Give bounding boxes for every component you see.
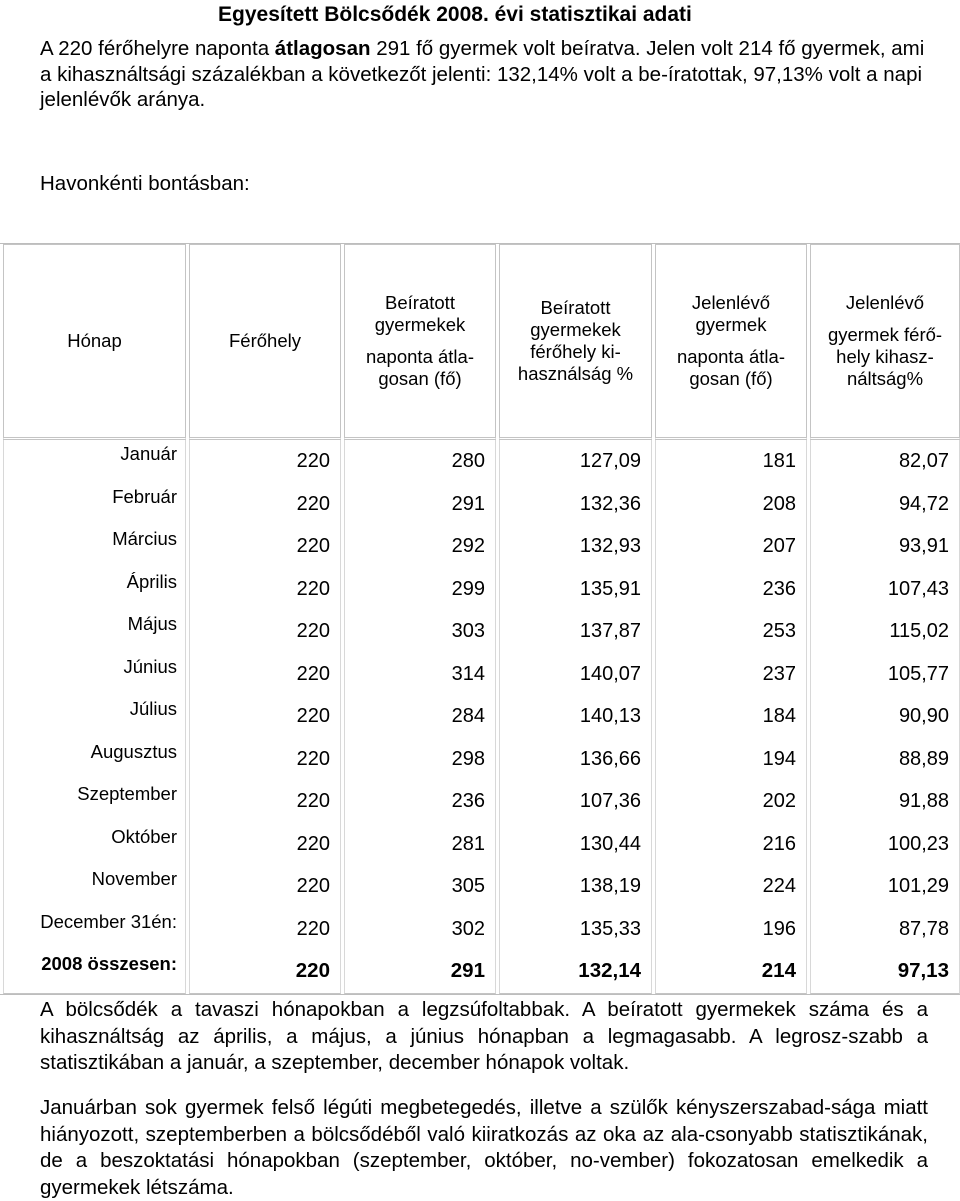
cell-month: Január (3, 440, 186, 483)
cell-present-pct: 115,02 (810, 610, 960, 653)
header-enrolled-line2: naponta átla-gosan (fő) (365, 346, 474, 389)
cell-enrolled: 281 (344, 823, 496, 866)
summary-paragraph: A bölcsődék a tavaszi hónapokban a legzsúfoltabbak. A beíratott gyermekek száma és a kihasználtság az április, a május, a június hónapban a legmagasabb. A legrosz-szabb a statisztikában a január, a szeptember, december hónapok voltak. (40, 998, 928, 1074)
cell-capacity: 220 (189, 440, 341, 483)
cell-enrolled: 291 (344, 483, 496, 526)
table-row (3, 610, 960, 653)
cell-month: Október (3, 823, 186, 866)
cell-month: Április (3, 568, 186, 611)
header-present-pct-line2: gyermek férő-hely kihasz-náltság% (827, 324, 943, 389)
header-enrolled-line1: Beíratott gyermekek (374, 292, 466, 335)
cell-present-pct: 88,89 (810, 738, 960, 781)
cell-enrolled: 302 (344, 908, 496, 951)
cell-enrolled-pct: 138,19 (499, 865, 652, 908)
cell-present-pct: 91,88 (810, 780, 960, 823)
cell-present: 207 (655, 525, 807, 568)
cell-capacity: 220 (189, 950, 341, 994)
cell-enrolled-pct: 135,91 (499, 568, 652, 611)
cell-month: Június (3, 653, 186, 696)
table-row (3, 653, 960, 696)
intro-paragraph (40, 36, 940, 113)
table-row (3, 483, 960, 526)
cell-present-pct: 100,23 (810, 823, 960, 866)
cell-enrolled: 299 (344, 568, 496, 611)
cell-enrolled: 291 (344, 950, 496, 994)
table-row (3, 950, 960, 994)
header-present (655, 244, 807, 440)
header-present-pct (810, 244, 960, 440)
cell-present-pct: 107,43 (810, 568, 960, 611)
cell-present: 184 (655, 695, 807, 738)
monthly-statistics-table (0, 244, 960, 994)
cell-enrolled-pct: 132,93 (499, 525, 652, 568)
table-row (3, 525, 960, 568)
table-row (3, 695, 960, 738)
cell-present: 196 (655, 908, 807, 951)
cell-present-pct: 87,78 (810, 908, 960, 951)
cell-present: 202 (655, 780, 807, 823)
cell-month: November (3, 865, 186, 908)
cell-enrolled: 305 (344, 865, 496, 908)
table-row (3, 440, 960, 483)
cell-enrolled-pct: 140,13 (499, 695, 652, 738)
cell-capacity: 220 (189, 823, 341, 866)
cell-month: Február (3, 483, 186, 526)
cell-capacity: 220 (189, 865, 341, 908)
cell-present-pct: 101,29 (810, 865, 960, 908)
cell-enrolled: 314 (344, 653, 496, 696)
cell-enrolled: 298 (344, 738, 496, 781)
cell-enrolled-pct: 137,87 (499, 610, 652, 653)
cell-present: 224 (655, 865, 807, 908)
cell-capacity: 220 (189, 780, 341, 823)
cell-present-pct: 90,90 (810, 695, 960, 738)
cell-present-pct: 97,13 (810, 950, 960, 994)
cell-month: 2008 összesen: (3, 950, 186, 994)
cell-enrolled: 284 (344, 695, 496, 738)
cell-capacity: 220 (189, 908, 341, 951)
cell-capacity: 220 (189, 525, 341, 568)
cell-present: 253 (655, 610, 807, 653)
header-enrolled (344, 244, 496, 440)
cell-present: 216 (655, 823, 807, 866)
intro-text-start: A 220 férőhelyre naponta (40, 37, 275, 60)
cell-enrolled: 280 (344, 440, 496, 483)
cell-capacity: 220 (189, 568, 341, 611)
cell-capacity: 220 (189, 738, 341, 781)
cell-present-pct: 94,72 (810, 483, 960, 526)
cell-present-pct: 93,91 (810, 525, 960, 568)
cell-enrolled-pct: 130,44 (499, 823, 652, 866)
cell-enrolled-pct: 127,09 (499, 440, 652, 483)
table-row (3, 865, 960, 908)
cell-enrolled-pct: 136,66 (499, 738, 652, 781)
cell-enrolled-pct: 107,36 (499, 780, 652, 823)
cell-month: December 31én: (3, 908, 186, 951)
cell-month: Május (3, 610, 186, 653)
cell-present: 236 (655, 568, 807, 611)
cell-present: 194 (655, 738, 807, 781)
header-capacity-label: Férőhely (229, 330, 301, 351)
cell-present: 237 (655, 653, 807, 696)
cell-enrolled: 292 (344, 525, 496, 568)
monthly-breakdown-heading: Havonkénti bontásban: (40, 172, 250, 195)
cell-enrolled-pct: 140,07 (499, 653, 652, 696)
explanation-paragraph: Januárban sok gyermek felső légúti megbetegedés, illetve a szülők kényszerszabad-sága miatt hiányozott, szeptemberben a bölcsődéből való kiiratkozás az oka az ala-csonyabb statisztikának, de a beszoktatási hónapokban (szeptember, október, no-vember) fokozatosan emelkedik a gyermekek létszáma. (40, 1096, 928, 1199)
cell-month: Március (3, 525, 186, 568)
header-capacity (189, 244, 341, 440)
cell-capacity: 220 (189, 653, 341, 696)
table-row (3, 908, 960, 951)
header-present-line2: naponta átla-gosan (fő) (676, 346, 785, 389)
cell-enrolled-pct: 132,14 (499, 950, 652, 994)
header-month-label: Hónap (67, 330, 122, 351)
cell-present: 214 (655, 950, 807, 994)
header-present-line1: Jelenlévő gyermek (691, 292, 771, 335)
table-row (3, 780, 960, 823)
header-present-pct-line1: Jelenlévő (845, 292, 925, 313)
cell-capacity: 220 (189, 483, 341, 526)
cell-present-pct: 105,77 (810, 653, 960, 696)
intro-bold-word: átlagosan (274, 37, 371, 60)
header-enrolled-pct-label: Beíratott gyermekek férőhely ki-használság % (517, 297, 634, 384)
header-month (3, 244, 186, 440)
cell-month: Szeptember (3, 780, 186, 823)
table-header-row (3, 244, 960, 440)
cell-enrolled-pct: 132,36 (499, 483, 652, 526)
intro-text-end: 291 fő gyermek volt beíratva. Jelen volt 214 fő gyermek, ami a kihasználtsági százalékban a következőt jelenti: 132,14% volt a be-íratottak, 97,13% volt a napi jelenlévők aránya. (40, 37, 925, 111)
cell-present: 208 (655, 483, 807, 526)
cell-enrolled: 236 (344, 780, 496, 823)
header-enrolled-pct (499, 244, 652, 440)
cell-present: 181 (655, 440, 807, 483)
statistics-table-container (0, 244, 960, 983)
table-row (3, 568, 960, 611)
page-title: Egyesített Bölcsődék 2008. évi statisztikai adati (218, 3, 692, 26)
cell-enrolled-pct: 135,33 (499, 908, 652, 951)
table-body (3, 440, 960, 994)
cell-month: Augusztus (3, 738, 186, 781)
cell-capacity: 220 (189, 610, 341, 653)
cell-capacity: 220 (189, 695, 341, 738)
cell-month: Július (3, 695, 186, 738)
cell-enrolled: 303 (344, 610, 496, 653)
table-row (3, 738, 960, 781)
cell-present-pct: 82,07 (810, 440, 960, 483)
table-row (3, 823, 960, 866)
